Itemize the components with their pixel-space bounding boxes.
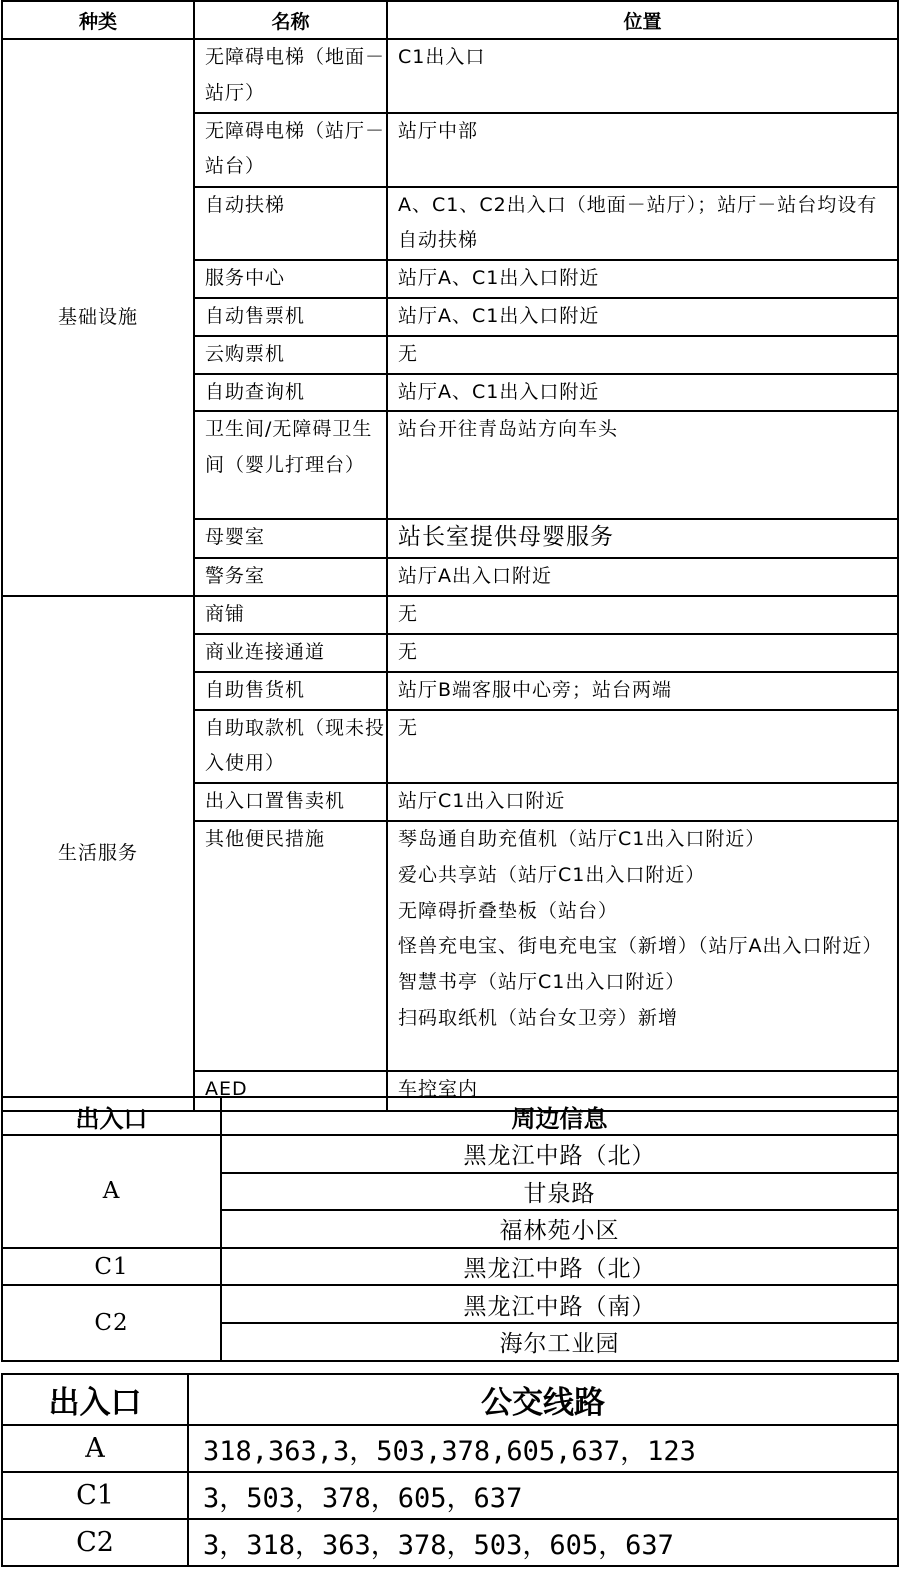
facility-name: 自助查询机 — [194, 374, 387, 412]
surrounding-item: 黑龙江中路（南） — [221, 1285, 898, 1323]
surrounding-item: 甘泉路 — [221, 1173, 898, 1211]
header-category: 种类 — [2, 1, 194, 39]
bus-routes-table — [1, 1373, 899, 1567]
category-life: 生活服务 — [2, 596, 194, 1111]
table-row — [2, 1472, 898, 1519]
facility-location: 站厅C1出入口附近 — [387, 783, 898, 821]
bus-routes: 3，318，363，378，503，605，637 — [188, 1519, 898, 1566]
facility-name: 服务中心 — [194, 260, 387, 298]
facility-name: 无障碍电梯（站厅－站台） — [194, 113, 387, 187]
facility-location-text: 站长室提供母婴服务 — [398, 524, 614, 551]
facility-location: 站厅A、C1出入口附近 — [387, 260, 898, 298]
header-location: 位置 — [387, 1, 898, 39]
facility-location: 无 — [387, 710, 898, 784]
facility-location: 车控室内 — [387, 1071, 898, 1111]
exit-label: A — [2, 1135, 221, 1248]
facility-name: 自助取款机（现未投入使用） — [194, 710, 387, 784]
header-exit: 出入口 — [2, 1374, 188, 1425]
table-row — [2, 1425, 898, 1472]
table-row — [2, 1519, 898, 1566]
list-item: 扫码取纸机（站台女卫旁）新增 — [398, 1006, 679, 1029]
list-item: 无障碍折叠垫板（站台） — [398, 899, 619, 922]
facility-name: 其他便民措施 — [194, 821, 387, 1071]
table-row — [2, 39, 898, 113]
facility-location: 站厅A、C1出入口附近 — [387, 298, 898, 336]
surrounding-item: 福林苑小区 — [221, 1210, 898, 1248]
facility-name: 卫生间/无障碍卫生间（婴儿打理台） — [194, 411, 387, 519]
list-item: 怪兽充电宝、街电充电宝（新增）（站厅A出入口附近） — [398, 935, 883, 958]
facility-name: 自动售票机 — [194, 298, 387, 336]
facility-name: 母婴室 — [194, 519, 387, 558]
list-item: 爱心共享站（站厅C1出入口附近） — [398, 863, 706, 886]
facilities-table — [1, 0, 899, 1112]
facility-name: 自助售货机 — [194, 672, 387, 710]
exit-label: C2 — [2, 1285, 221, 1360]
facility-location: 站厅B端客服中心旁；站台两端 — [387, 672, 898, 710]
exit-label: C2 — [2, 1519, 188, 1566]
bus-header-row — [2, 1374, 898, 1425]
table-row — [2, 1248, 898, 1286]
bus-routes: 3，503，378，605，637 — [188, 1472, 898, 1519]
facilities-header-row — [2, 1, 898, 39]
facility-location: 无 — [387, 596, 898, 634]
facility-name: 出入口置售卖机 — [194, 783, 387, 821]
header-name: 名称 — [194, 1, 387, 39]
surroundings-table — [1, 1096, 899, 1362]
facility-name: 自动扶梯 — [194, 187, 387, 261]
facility-location: 站台开往青岛站方向车头 — [387, 411, 898, 519]
header-routes: 公交线路 — [188, 1374, 898, 1425]
surroundings-header-row — [2, 1097, 898, 1135]
facility-name: 无障碍电梯（地面－站厅） — [194, 39, 387, 113]
facility-name: AED — [194, 1071, 387, 1111]
bus-routes: 318,363,3，503,378,605,637，123 — [188, 1425, 898, 1472]
facility-name: 商业连接通道 — [194, 634, 387, 672]
facility-location: 站厅A出入口附近 — [387, 558, 898, 596]
header-exit: 出入口 — [2, 1097, 221, 1135]
exit-label: C1 — [2, 1248, 221, 1286]
facility-name: 警务室 — [194, 558, 387, 596]
facility-location: 无 — [387, 634, 898, 672]
surrounding-item: 海尔工业园 — [221, 1323, 898, 1361]
category-basic: 基础设施 — [2, 39, 194, 596]
facility-location-list — [387, 821, 898, 1071]
list-item: 智慧书亭（站厅C1出入口附近） — [398, 971, 686, 994]
facility-name: 商铺 — [194, 596, 387, 634]
table-row — [2, 1135, 898, 1173]
surrounding-item: 黑龙江中路（北） — [221, 1135, 898, 1173]
facility-name: 云购票机 — [194, 336, 387, 374]
table-row — [2, 1285, 898, 1323]
facility-location: 无 — [387, 336, 898, 374]
exit-label: A — [2, 1425, 188, 1472]
surrounding-item: 黑龙江中路（北） — [221, 1248, 898, 1286]
header-info: 周边信息 — [221, 1097, 898, 1135]
facility-location — [387, 519, 898, 558]
facility-location: 站厅A、C1出入口附近 — [387, 374, 898, 412]
facility-location: 站厅中部 — [387, 113, 898, 187]
facility-location: A、C1、C2出入口（地面－站厅）；站厅－站台均设有自动扶梯 — [387, 187, 898, 261]
facility-location: C1出入口 — [387, 39, 898, 113]
list-item: 琴岛通自助充值机（站厅C1出入口附近） — [398, 827, 766, 850]
exit-label: C1 — [2, 1472, 188, 1519]
table-row — [2, 596, 898, 634]
